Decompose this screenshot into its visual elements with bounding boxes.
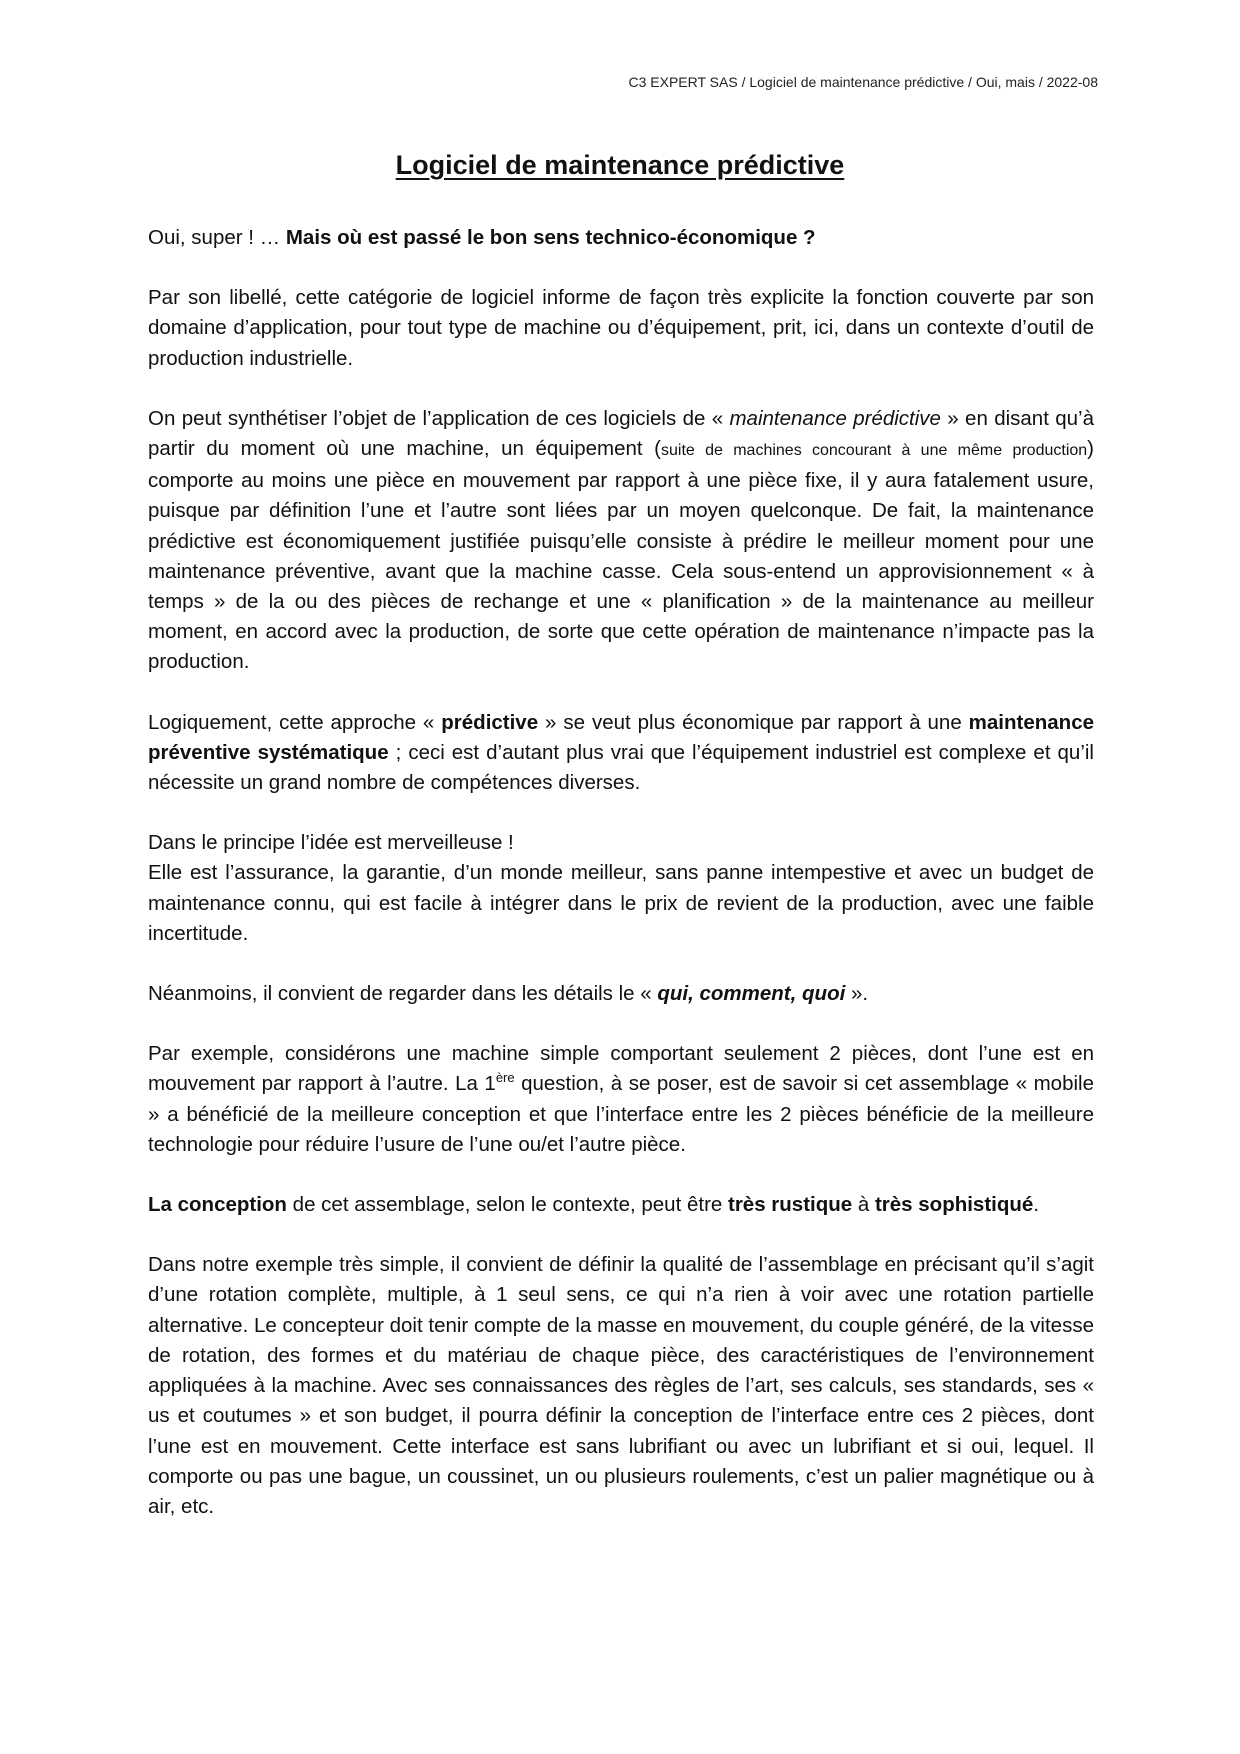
p7-text-a: de cet assemblage, selon le contexte, peut être bbox=[286, 1193, 728, 1217]
p5-text-b: ». bbox=[845, 982, 869, 1006]
p7-bold-conception: La conception bbox=[148, 1193, 287, 1217]
running-header: C3 EXPERT SAS / Logiciel de maintenance prédictive / Oui, mais / 2022-08 bbox=[628, 74, 1098, 90]
p7-text-c: . bbox=[1033, 1193, 1040, 1217]
paragraph-7 bbox=[148, 1190, 1094, 1220]
p6-text-a: Par exemple, considérons une machine simple comportant seulement 2 pièces, dont l’une est en mouvement par rapport à l’autre. La 1 bbox=[148, 1042, 1094, 1096]
paragraph-5 bbox=[148, 979, 1094, 1009]
p2-text-b: » en disant qu’à partir du moment où une machine, un équipement ( bbox=[148, 406, 1094, 461]
p3-text-a: Logiquement, cette approche « bbox=[148, 710, 442, 734]
p3-text-c: ; ceci est d’autant plus vrai que l’équipement industriel est complexe et qu’il nécessite un grand nombre de compétences diverses. bbox=[148, 740, 1094, 795]
paragraph-4-line1: Dans le principe l’idée est merveilleuse ! bbox=[148, 831, 514, 855]
document-title: Logiciel de maintenance prédictive bbox=[395, 150, 845, 180]
document-body bbox=[148, 223, 1094, 1552]
p3-text-b: » se veut plus économique par rapport à une bbox=[538, 710, 969, 734]
p7-bold-rustique: très rustique bbox=[728, 1193, 853, 1217]
p6-text-b: question, à se poser, est de savoir si cet assemblage « mobile » a bénéficié de la meilleure conception et que l’interface entre les 2 pièces bénéficie de la meilleure technologie pour réduire l’usure de l’une ou/et l’autre pièce. bbox=[148, 1072, 1094, 1156]
paragraph-2 bbox=[148, 404, 1094, 678]
p3-bold-predictive: prédictive bbox=[441, 710, 539, 734]
p5-text-a: Néanmoins, il convient de regarder dans les détails le « bbox=[148, 982, 658, 1006]
paragraph-8: Dans notre exemple très simple, il convient de définir la qualité de l’assemblage en précisant qu’il s’agit d’une rotation complète, multiple, à 1 seul sens, ce qui n’a rien à voir avec une rotation partielle alternative. Le concepteur doit tenir compte de la masse en mouvement, du couple généré, de la vitesse de rotation, des formes et du matériau de chaque pièce, des caractéristiques de l’environnement appliquées à la machine. Avec ses connaissances des règles de l’art, ses calculs, ses standards, ses « us et coutumes » et son budget, il pourra définir la conception de l’interface entre ces 2 pièces, dont l’une est en mouvement. Cette interface est sans lubrifiant ou avec un lubrifiant et si oui, lequel. Il comporte ou pas une bague, un coussinet, un ou plusieurs roulements, c’est un palier magnétique ou à air, etc. bbox=[148, 1253, 1094, 1518]
paragraph-4: Elle est l’assurance, la garantie, d’un monde meilleur, sans panne intempestive et avec un budget de maintenance connu, qui est facile à intégrer dans le prix de revient de la production, avec une faible incertitude. bbox=[148, 861, 1094, 945]
paragraph-3 bbox=[148, 708, 1094, 799]
intro-lead: Oui, super ! … bbox=[148, 226, 286, 249]
intro-question: Mais où est passé le bon sens technico-économique ? bbox=[285, 226, 816, 249]
paragraph-6 bbox=[148, 1039, 1094, 1160]
intro-paragraph bbox=[148, 223, 1094, 253]
p3-bold-preventive: maintenance préventive systématique bbox=[148, 710, 1094, 764]
p6-superscript: ère bbox=[495, 1070, 515, 1086]
p2-text-a: On peut synthétiser l’objet de l’application de ces logiciels de « bbox=[148, 406, 730, 430]
p5-bold-italic: qui, comment, quoi bbox=[657, 982, 846, 1006]
p7-text-b: à bbox=[852, 1193, 875, 1217]
p2-text-c: ) comporte au moins une pièce en mouvement par rapport à une pièce fixe, il y aura fatalement usure, puisque par définition l’une et l’autre sont liées par un moyen quelconque. De fait, la maintenance prédictive est économiquement justifiée puisqu’elle consiste à prédire le meilleur moment pour une maintenance préventive, avant que la machine casse. Cela sous-entend un approvisionnement « à temps » de la ou des pièces de rechange et une « planification » de la maintenance au meilleur moment, en accord avec la production, de sorte que cette opération de maintenance n’impacte pas la production. bbox=[148, 437, 1094, 674]
p2-italic: maintenance prédictive bbox=[729, 406, 941, 430]
paragraph-1: Par son libellé, cette catégorie de logiciel informe de façon très explicite la fonction couverte par son domaine d’application, pour tout type de machine ou d’équipement, prit, ici, dans un contexte d’outil de production industrielle. bbox=[148, 286, 1094, 370]
p2-small-note: suite de machines concourant à une même production bbox=[661, 442, 1088, 460]
p7-bold-sophistique: très sophistiqué bbox=[874, 1193, 1034, 1217]
